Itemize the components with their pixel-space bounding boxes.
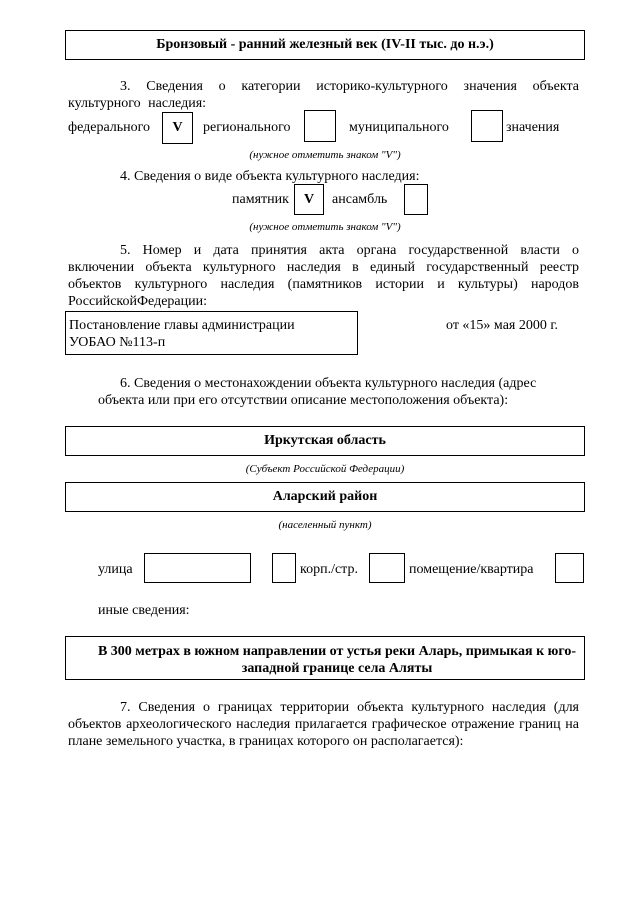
section-7-text: 7. Сведения о границах территории объекта культурного наследия (для объектов археологического наследия прилагается графическое отражение границ на плане земельного участка, в границах которого он располагается): [68, 700, 579, 749]
period-title-box [65, 30, 585, 60]
district-value: Аларский район [272, 489, 378, 504]
region-value: Иркутская область [264, 433, 386, 448]
building-label: корп./стр. [300, 562, 358, 577]
street-field[interactable] [144, 553, 251, 583]
section-4-note: (нужное отметить знаком "V") [249, 221, 401, 233]
regional-label: регионального [203, 120, 291, 135]
street-label: улица [98, 562, 133, 577]
section-3-note: (нужное отметить знаком "V") [249, 149, 401, 161]
section-5-text: 5. Номер и дата принятия акта органа государственной власти о включении объекта культурного наследия в единый государственный реестр объектов культурного наследия (памятников истории и культуры) народов РоссийскойФедерации: [68, 243, 579, 309]
act-date: от «15» мая 2000 г. [446, 318, 559, 333]
section-3-text: 3. Сведения о категории историко-культурного значения объекта культурного наследия: [68, 79, 579, 111]
period-title: Бронзовый - ранний железный век (IV-II тыс. до н.э.) [156, 37, 494, 52]
other-info-box [65, 636, 585, 680]
room-field[interactable] [555, 553, 584, 583]
other-info-label: иные сведения: [98, 603, 190, 618]
federal-checkbox[interactable]: V [162, 112, 193, 144]
region-field [65, 426, 585, 456]
section-6-text: 6. Сведения о местонахождении объекта культурного наследия (адрес объекта или при его отсутствии описание местоположения объекта): [98, 376, 537, 408]
district-field [65, 482, 585, 512]
regional-checkbox[interactable] [304, 110, 336, 142]
federal-label: федерального [68, 120, 151, 135]
monument-checkbox[interactable]: V [294, 184, 324, 215]
act-name-box [65, 311, 358, 355]
section-4-text: 4. Сведения о виде объекта культурного наследия: [120, 169, 420, 184]
ensemble-label: ансамбль [332, 192, 388, 207]
significance-suffix-label: значения [506, 120, 560, 135]
region-caption: (Субъект Российской Федерации) [245, 463, 405, 475]
room-label: помещение/квартира [409, 562, 534, 577]
building-field[interactable] [369, 553, 405, 583]
monument-label: памятник [232, 192, 289, 207]
act-name-line-1: Постановление главы администрации [69, 318, 295, 333]
act-name-line-2: УОБАО №113-п [69, 335, 166, 350]
other-info-value: В 300 метрах в южном направлении от устья реки Аларь, примыкая к юго-западной границе села Аляты [97, 644, 577, 676]
house-field[interactable] [272, 553, 296, 583]
municipal-label: муниципального [349, 120, 449, 135]
ensemble-checkbox[interactable] [404, 184, 428, 215]
district-caption: (населенный пункт) [278, 519, 372, 531]
municipal-checkbox[interactable] [471, 110, 503, 142]
